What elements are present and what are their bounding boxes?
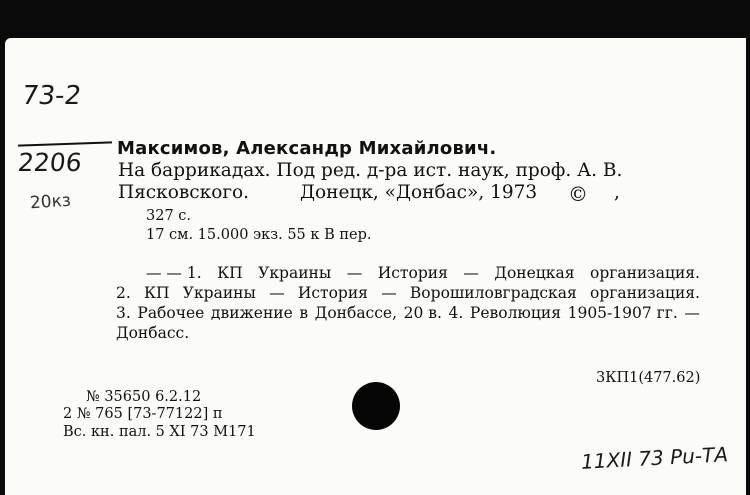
subject-word: История [377, 264, 448, 282]
title-statement: На баррикадах. Под ред. д-ра ист. наук, проф. А. В. [118, 160, 623, 181]
subject-word: История [297, 284, 368, 302]
imprint: Донецк, «Донбас», 1973 [300, 182, 538, 203]
subject-word: движение [210, 304, 293, 322]
subject-word: — [381, 284, 397, 302]
subject-word: Украины [258, 264, 332, 282]
physical-description: 17 см. 15.000 экз. 55 к В пер. [146, 227, 372, 243]
subject-word: — — 1. [146, 264, 202, 282]
call-number-bottom: 2206 [16, 148, 84, 177]
handwritten-date-note: 11XII 73 Рu-ТА [580, 442, 729, 474]
subject-word: в [299, 304, 309, 322]
subject-word: Рабочее [137, 304, 205, 322]
author-heading: Максимов, Александр Михайлович. [117, 138, 497, 159]
subject-word: 3. [116, 304, 131, 322]
copyright-icon: © [568, 182, 588, 206]
subject-word: Ворошиловградская [409, 284, 577, 302]
card-number: № 35650 6.2.12 [86, 389, 202, 405]
subject-word: Украины [182, 284, 256, 302]
subject-word: организация. [590, 284, 700, 302]
subject-word: 20 в. [403, 304, 442, 322]
subject-line-4: Донбасс. [116, 324, 190, 342]
subject-word: Донецкая [494, 264, 575, 282]
subject-word: КП [217, 264, 243, 282]
subject-line-1 [146, 266, 700, 282]
subject-word: — [269, 284, 285, 302]
subject-word: — [346, 264, 363, 282]
subject-line-2 [116, 286, 700, 302]
publication-line [118, 182, 638, 206]
call-number-top: 73-2 [19, 81, 84, 111]
subject-word: организация. [590, 264, 700, 282]
trailing-comma: , [614, 182, 620, 203]
editor-name: Пясковского. [118, 182, 250, 203]
classification-code: 3КП1(477.62) [596, 370, 701, 386]
subject-word: — [684, 304, 700, 322]
subject-word: 2. [116, 284, 131, 302]
punch-hole [352, 382, 400, 430]
subject-word: 4. [448, 304, 464, 322]
pagination: 327 с. [146, 208, 192, 224]
subject-line-3 [116, 306, 700, 322]
order-number: 2 № 765 [73-77122] п [63, 406, 223, 422]
subject-word: — [463, 264, 479, 282]
subject-word: 1905-1907 гг. [567, 304, 678, 322]
subject-word: Донбассе, [314, 304, 398, 322]
subject-word: Революция [469, 304, 561, 322]
chamber-record: Вс. кн. пал. 5 XI 73 М171 [63, 424, 256, 440]
subject-word: КП [144, 284, 170, 302]
call-number-note: 20кз [29, 190, 72, 214]
